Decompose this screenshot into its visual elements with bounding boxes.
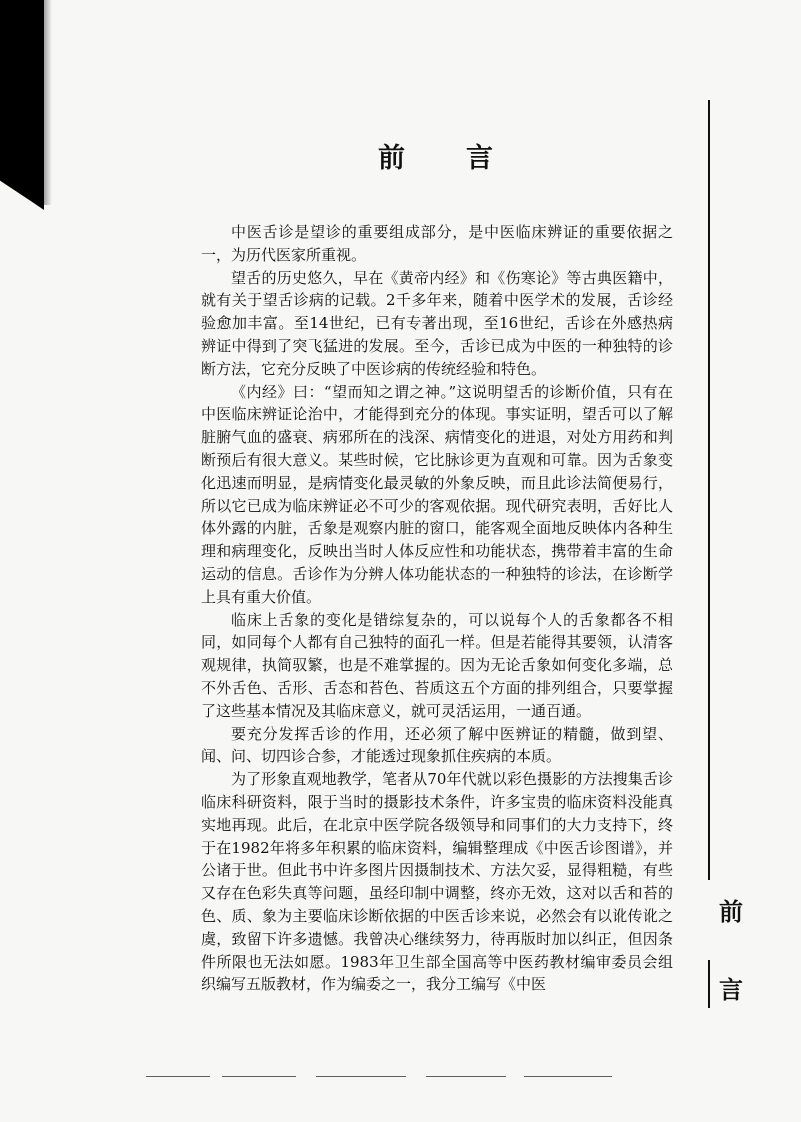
side-margin-rule-top <box>708 100 710 880</box>
preface-paragraph-6: 为了形象直观地教学，笔者从70年代就以彩色摄影的方法搜集舌诊临床科研资料，限于当时的摄影技术条件，许多宝贵的临床资料没能真实地再现。此后，在北京中医学院各级领导和同事们的大力支持下，终于在1982年将多年积累的临床资料，编辑整理成《中医舌诊图谱》，并公诸于世。但此书中许多图片因摄制技术、方法欠妥，显得粗糙，有些又存在色彩失真等问题，虽经印制中调整，终亦无效，这对以舌和苔的色、质、象为主要临床诊断依据的中医舌诊来说，必然会有以讹传讹之虞，致留下许多遗憾。我曾决心继续努力，待再版时加以纠正，但因条件所限也无法如愿。1983年卫生部全国高等中医药教材编审委员会组织编写五版教材，作为编委之一，我分工编写《中医 <box>201 770 673 994</box>
preface-paragraph-4: 临床上舌象的变化是错综复杂的，可以说每个人的舌象都各不相同，如同每个人都有自己独特的面孔一样。但是若能得其要领，认清客观规律，执简驭繁，也是不难掌握的。因为无论舌象如何变化多端，总不外舌色、舌形、舌态和苔色、苔质这五个方面的排列组合，只要掌握了这些基本情况及其临床意义，就可灵活运用，一通百通。 <box>201 610 673 720</box>
page-title-char-1: 前 <box>378 143 405 174</box>
side-margin-rule-bottom <box>708 960 710 1008</box>
scan-dark-edge <box>0 0 44 210</box>
scan-edge-shadow <box>44 0 52 205</box>
footer-scan-line <box>146 1076 612 1077</box>
preface-paragraph-1: 中医舌诊是望诊的重要组成部分，是中医临床辨证的重要依据之一，为历代医家所重视。 <box>201 223 673 264</box>
side-title-char-2: 言 <box>719 975 743 1004</box>
preface-paragraph-5: 要充分发挥舌诊的作用，还必须了解中医辨证的精髓，做到望、闻、问、切四诊合参，才能透过现象抓住疾病的本质。 <box>201 724 673 766</box>
preface-body <box>201 221 673 996</box>
page-title <box>378 145 493 172</box>
preface-paragraph-3: 《内经》曰：“望而知之谓之神。”这说明望舌的诊断价值，只有在中医临床辨证论治中，才能得到充分的体现。事实证明，望舌可以了解脏腑气血的盛衰、病邪所在的浅深、病情变化的进退，对处方用药和判断预后有很大意义。某些时候，它比脉诊更为直观和可靠。因为舌象变化迅速而明显，是病情变化最灵敏的外象反映，而且此诊法简便易行，所以它已成为临床辨证必不可少的客观依据。现代研究表明，舌好比人体外露的内脏，舌象是观察内脏的窗口，能客观全面地反映体内各种生理和病理变化，反映出当时人体反应性和功能状态，携带着丰富的生命运动的信息。舌诊作为分辨人体功能状态的一种独特的诊法，在诊断学上具有重大价值。 <box>201 382 673 606</box>
page-title-char-2: 言 <box>466 143 493 174</box>
side-title-char-1: 前 <box>719 897 743 926</box>
preface-paragraph-2: 望舌的历史悠久，早在《黄帝内经》和《伤寒论》等古典医籍中，就有关于望舌诊病的记载。2千多年来，随着中医学术的发展，舌诊经验愈加丰富。至14世纪，已有专著出现，至16世纪，舌诊在外感热病辨证中得到了突飞猛进的发展。至今，舌诊已成为中医的一种独特的诊断方法，它充分反映了中医诊病的传统经验和特色。 <box>201 268 673 378</box>
